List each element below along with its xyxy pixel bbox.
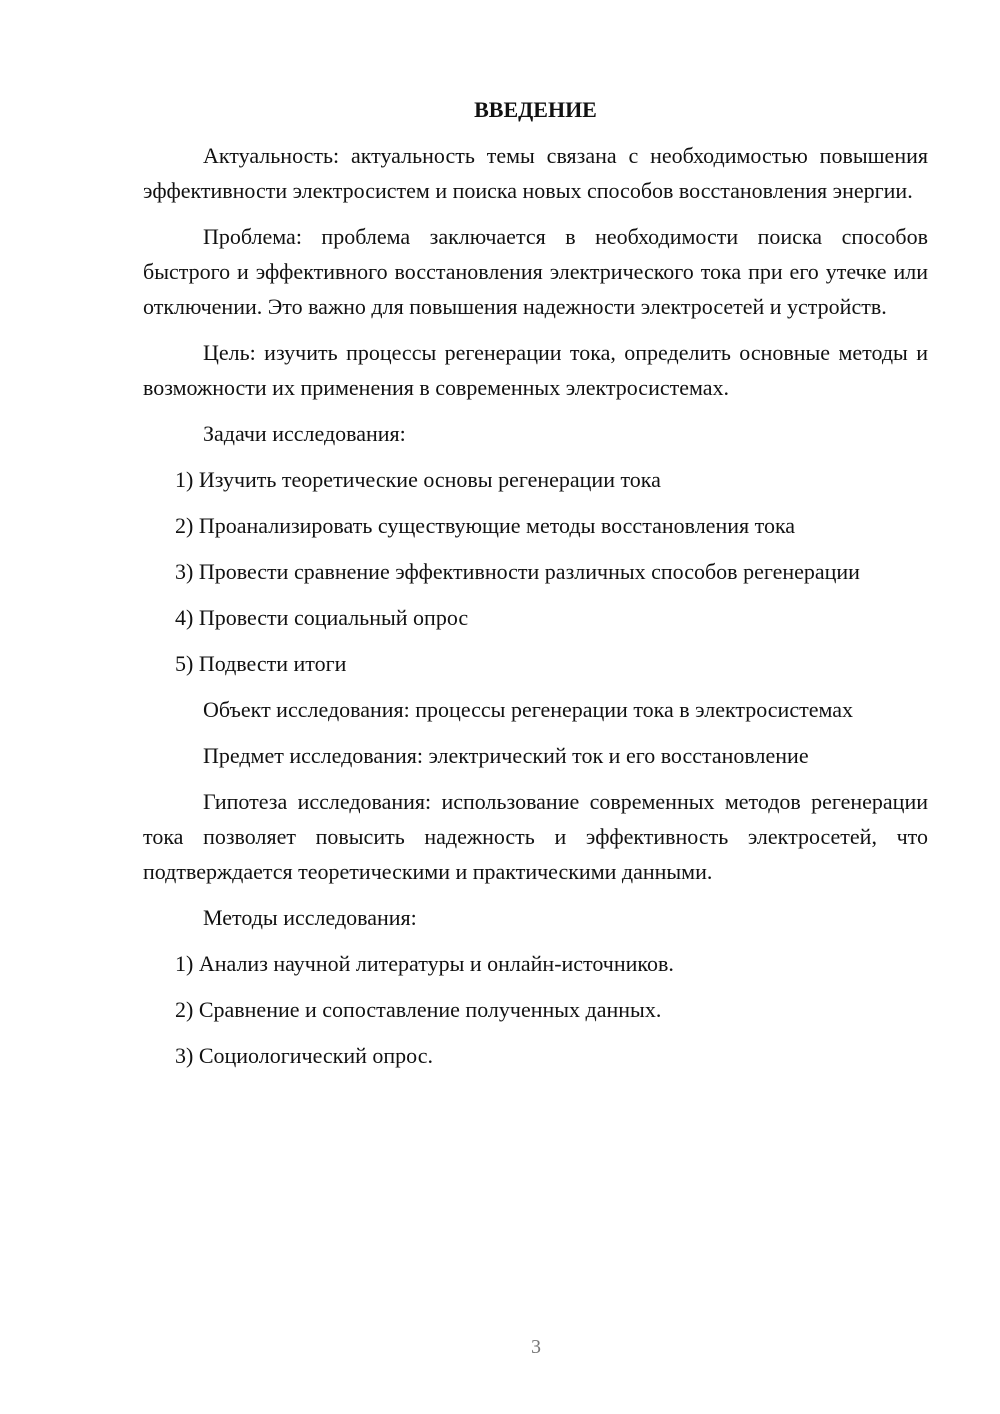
problem-paragraph: Проблема: проблема заключается в необходимости поиска способов быстрого и эффективного восстановления электрического тока при его утечке или отключении. Это важно для повышения надежности электросетей и устройств. — [143, 224, 928, 319]
task-item: 3) Провести сравнение эффективности различных способов регенерации — [175, 559, 860, 584]
document-body — [143, 92, 928, 1084]
method-item: 1) Анализ научной литературы и онлайн-источников. — [175, 951, 674, 976]
method-item: 3) Социологический опрос. — [175, 1043, 433, 1068]
task-item: 5) Подвести итоги — [175, 651, 347, 676]
task-item: 1) Изучить теоретические основы регенерации тока — [175, 467, 661, 492]
section-title: ВВЕДЕНИЕ — [474, 97, 597, 122]
relevance-paragraph: Актуальность: актуальность темы связана с необходимостью повышения эффективности электросистем и поиска новых способов восстановления энергии. — [143, 143, 928, 203]
method-item: 2) Сравнение и сопоставление полученных данных. — [175, 997, 662, 1022]
hypothesis-paragraph: Гипотеза исследования: использование современных методов регенерации тока позволяет повысить надежность и эффективность электросетей, что подтверждается теоретическими и практическими данными. — [143, 789, 928, 884]
task-item: 4) Провести социальный опрос — [175, 605, 469, 630]
tasks-heading: Задачи исследования: — [203, 421, 406, 446]
goal-paragraph: Цель: изучить процессы регенерации тока, определить основные методы и возможности их применения в современных электросистемах. — [143, 340, 928, 400]
object-paragraph: Объект исследования: процессы регенерации тока в электросистемах — [203, 697, 853, 722]
subject-paragraph: Предмет исследования: электрический ток и его восстановление — [203, 743, 809, 768]
page-number: 3 — [531, 1336, 541, 1358]
methods-heading: Методы исследования: — [203, 905, 417, 930]
task-item: 2) Проанализировать существующие методы восстановления тока — [175, 513, 796, 538]
